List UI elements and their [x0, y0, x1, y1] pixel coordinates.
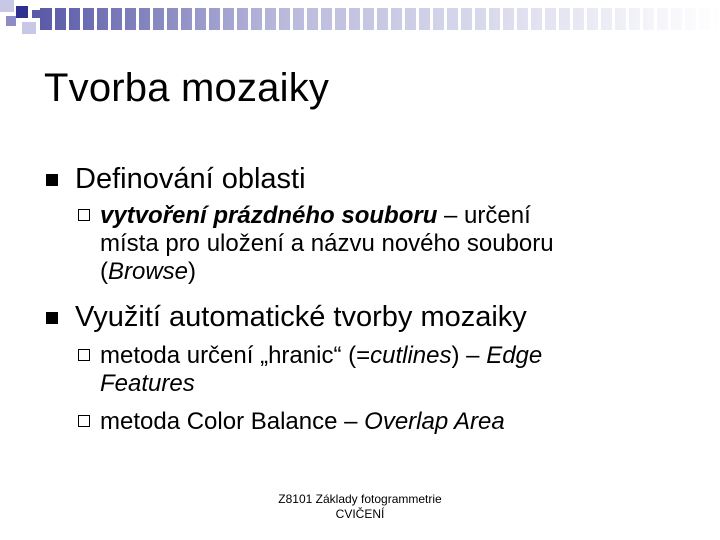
hollow-square-bullet-icon	[78, 349, 90, 361]
body-text: – určení	[437, 202, 531, 229]
italic-term: Overlap Area	[364, 408, 505, 435]
bullet-text: Definování oblasti	[75, 163, 306, 195]
slide-title: Tvorba mozaiky	[44, 66, 330, 110]
sub-bullet-text	[100, 202, 554, 286]
italic-term: Features	[100, 370, 195, 397]
footer-section-label: CVIČENÍ	[335, 507, 385, 521]
emphasis-text: vytvoření prázdného souboru	[100, 202, 438, 229]
paren-open: (	[100, 258, 108, 285]
slide-footer	[240, 492, 480, 522]
square-bullet-icon	[46, 174, 58, 186]
sub-bullet-text	[100, 408, 505, 436]
italic-term: Edge	[486, 342, 543, 369]
paren-close: )	[188, 258, 197, 285]
bullet-text: Využití automatické tvorby mozaiky	[75, 301, 527, 333]
square-bullet-icon	[46, 312, 58, 324]
italic-term: cutlines	[370, 342, 452, 369]
italic-term: Browse	[108, 258, 189, 285]
body-text: metoda Color Balance –	[100, 408, 365, 435]
sub-bullet-text	[100, 342, 542, 398]
footer-course-name: Z8101 Základy fotogrammetrie	[278, 492, 442, 506]
body-text: místa pro uložení a názvu nového souboru	[100, 230, 554, 257]
body-text: metoda určení „hranic“ (=	[100, 342, 371, 369]
body-text: ) –	[451, 342, 487, 369]
hollow-square-bullet-icon	[78, 209, 90, 221]
hollow-square-bullet-icon	[78, 415, 90, 427]
